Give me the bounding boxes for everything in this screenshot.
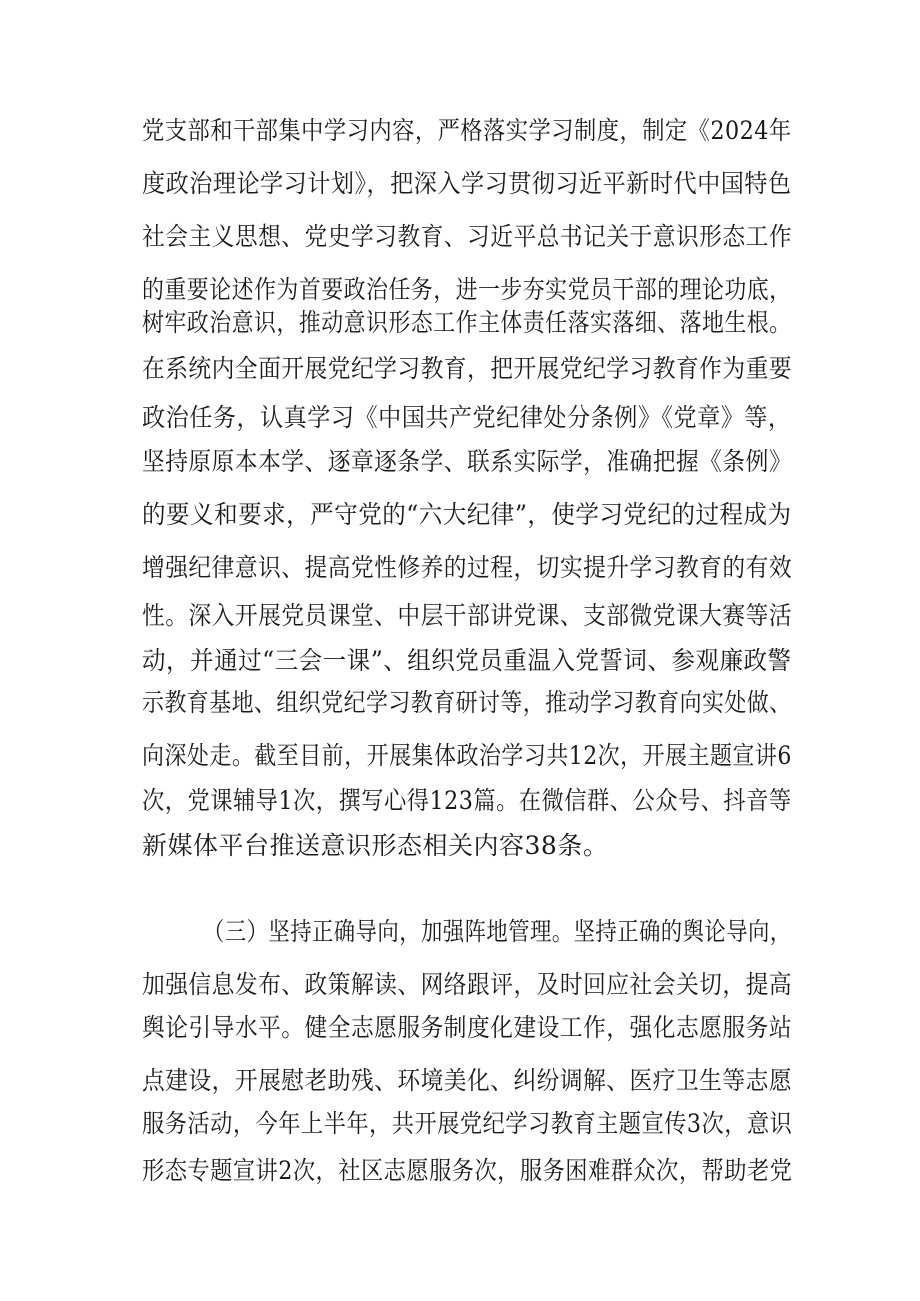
text-line: 坚持原原本本学、逐章逐条学、联系实际学，准确把握《条例》 — [142, 447, 793, 476]
text-line: 的要义和要求，严守党的“六大纪律”，使学习党纪的过程成为 — [142, 500, 792, 529]
text-line: 社会主义思想、党史学习教育、习近平总书记关于意识形态工作 — [142, 222, 793, 251]
text-line: 新媒体平台推送意识形态相关内容38条。 — [142, 831, 609, 860]
text-line: 增强纪律意识、提高党性修养的过程，切实提升学习教育的有效 — [142, 553, 793, 582]
text-line: 性。深入开展党员课堂、中层干部讲党课、支部微党课大赛等活 — [142, 601, 793, 630]
text-line: 服务活动，今年上半年，共开展党纪学习教育主题宣传3次，意识 — [142, 1109, 793, 1138]
text-line: 舆论引导水平。健全志愿服务制度化建设工作，强化志愿服务站 — [142, 1013, 793, 1042]
text-line: 示教育基地、组织党纪学习教育研讨等，推动学习教育向实处做、 — [142, 688, 792, 717]
text-line: 的重要论述作为首要政治任务，进一步夯实党员干部的理论功底， — [142, 275, 792, 304]
text-line: 形态专题宣讲2次，社区志愿服务次，服务困难群众次，帮助老党 — [142, 1156, 793, 1185]
section-heading-line: （三）坚持正确导向，加强阵地管理。坚持正确的舆论导向， — [203, 917, 792, 946]
text-line: 点建设，开展慰老助残、环境美化、纠纷调解、医疗卫生等志愿 — [142, 1066, 793, 1095]
text-line: 加强信息发布、政策解读、网络跟评，及时回应社会关切，提高 — [142, 970, 793, 999]
text-line: 政治任务，认真学习《中国共产党纪律处分条例》《党章》等， — [142, 403, 792, 432]
text-line: 树牢政治意识，推动意识形态工作主体责任落实落细、落地生根。 — [142, 308, 792, 337]
text-line: 党支部和干部集中学习内容，严格落实学习制度，制定《2024年 — [142, 116, 792, 145]
text-line: 度政治理论学习计划》，把深入学习贯彻习近平新时代中国特色 — [142, 169, 792, 198]
text-line: 动，并通过“三会一课”、组织党员重温入党誓词、参观廉政警 — [142, 646, 792, 675]
text-line: 在系统内全面开展党纪学习教育，把开展党纪学习教育作为重要 — [142, 354, 793, 383]
text-line: 次，党课辅导1次，撰写心得123篇。在微信群、公众号、抖音等 — [142, 786, 792, 815]
text-line: 向深处走。截至目前，开展集体政治学习共12次，开展主题宣讲6 — [142, 741, 792, 770]
